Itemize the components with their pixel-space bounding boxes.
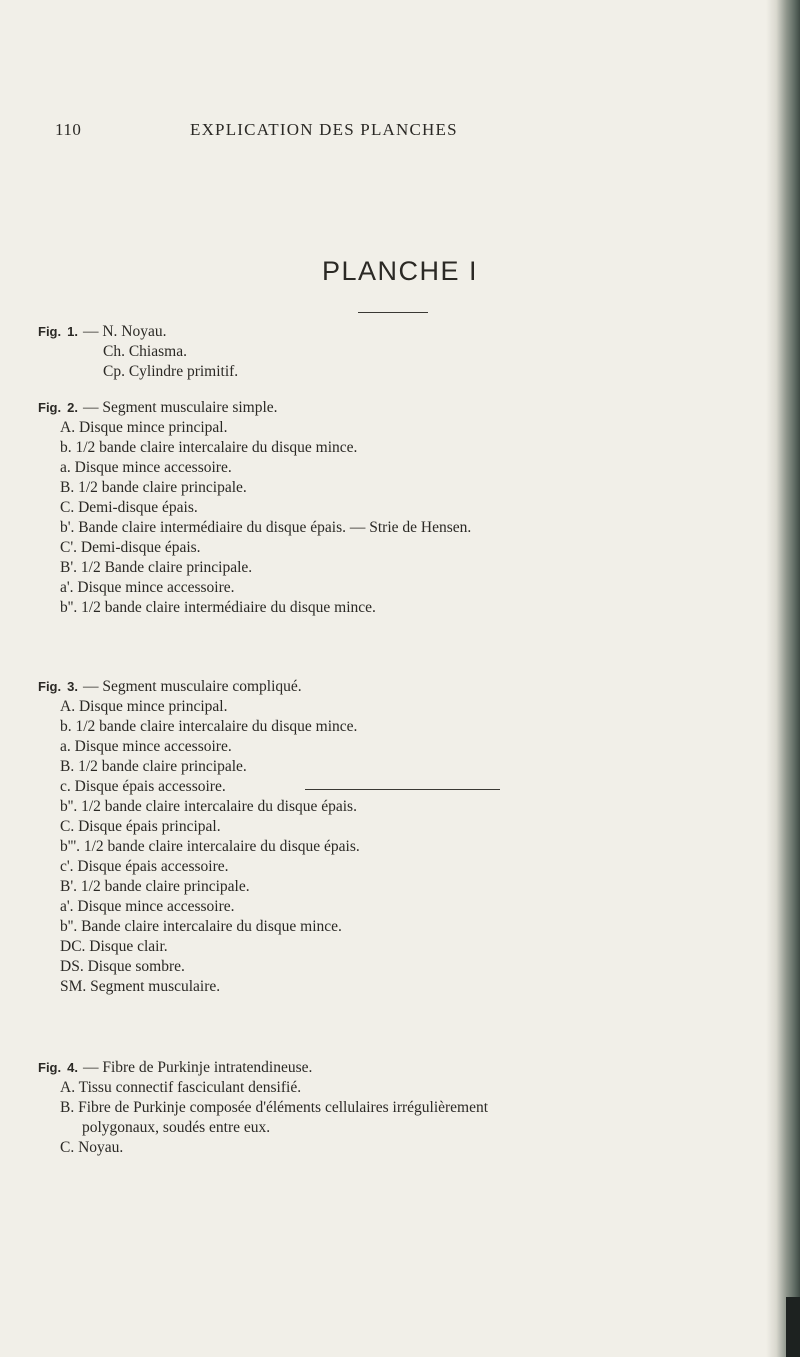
figure-heading-text: — N. Noyau. <box>82 323 167 340</box>
closing-rule <box>305 789 500 790</box>
figure-tag: Fig. <box>38 324 62 339</box>
legend-item: b''. 1/2 bande claire intercalaire du disque épais. <box>60 798 357 815</box>
legend-item: C. Noyau. <box>60 1139 124 1156</box>
figure-heading-text: — Segment musculaire compliqué. <box>82 678 302 695</box>
figure-tag: Fig. <box>38 1060 62 1075</box>
figure-heading-text: — Segment musculaire simple. <box>82 399 278 416</box>
legend-item: b'. Bande claire intermédiaire du disque épais. — Strie de Hensen. <box>60 519 472 536</box>
legend-item: A. Tissu connectif fasciculant densifié. <box>60 1079 302 1096</box>
legend-item: A. Disque mince principal. <box>60 698 228 715</box>
legend-item: a'. Disque mince accessoire. <box>60 579 235 596</box>
figure-heading <box>38 398 278 418</box>
figure-heading-text: — Fibre de Purkinje intratendineuse. <box>82 1059 313 1076</box>
figure-number: 1. <box>67 324 78 339</box>
page-number: 110 <box>55 120 82 139</box>
figure-heading <box>38 1058 312 1078</box>
legend-item: a'. Disque mince accessoire. <box>60 898 235 915</box>
legend-item: a. Disque mince accessoire. <box>60 459 232 476</box>
legend-item: c. Disque épais accessoire. <box>60 778 226 795</box>
legend-item: B'. 1/2 Bande claire principale. <box>60 559 253 576</box>
running-head <box>0 120 800 142</box>
legend-item: A. Disque mince principal. <box>60 419 228 436</box>
figure-number: 2. <box>67 400 78 415</box>
legend-item: b. 1/2 bande claire intercalaire du disque mince. <box>60 718 358 735</box>
figure-number: 3. <box>67 679 78 694</box>
legend-item: SM. Segment musculaire. <box>60 978 221 995</box>
page-corner-shadow <box>786 1297 800 1357</box>
figure-tag: Fig. <box>38 400 62 415</box>
title-rule <box>358 312 428 313</box>
legend-item: C. Demi-disque épais. <box>60 499 198 516</box>
running-head-title: EXPLICATION DES PLANCHES <box>190 120 458 139</box>
legend-item: DC. Disque clair. <box>60 938 168 955</box>
legend-item: polygonaux, soudés entre eux. <box>82 1119 271 1136</box>
legend-item: C'. Demi-disque épais. <box>60 539 201 556</box>
legend-item: C. Disque épais principal. <box>60 818 221 835</box>
legend-item: B. 1/2 bande claire principale. <box>60 758 247 775</box>
legend-item: b'''. 1/2 bande claire intercalaire du disque épais. <box>60 838 360 855</box>
figure-heading <box>38 677 302 697</box>
legend-item: b''. Bande claire intercalaire du disque mince. <box>60 918 342 935</box>
legend-item: B'. 1/2 bande claire principale. <box>60 878 250 895</box>
legend-item: b. 1/2 bande claire intercalaire du disque mince. <box>60 439 358 456</box>
legend-item: B. 1/2 bande claire principale. <box>60 479 247 496</box>
plate-title: PLANCHE I <box>321 256 479 286</box>
legend-item: b''. 1/2 bande claire intermédiaire du disque mince. <box>60 599 376 616</box>
legend-item: DS. Disque sombre. <box>60 958 185 975</box>
legend-item: Cp. Cylindre primitif. <box>103 363 239 380</box>
figure-heading <box>38 322 166 342</box>
legend-item: c'. Disque épais accessoire. <box>60 858 229 875</box>
legend-item: Ch. Chiasma. <box>103 343 187 360</box>
figure-number: 4. <box>67 1060 78 1075</box>
page-edge-shadow <box>766 0 800 1357</box>
figure-tag: Fig. <box>38 679 62 694</box>
legend-item: a. Disque mince accessoire. <box>60 738 232 755</box>
legend-item: B. Fibre de Purkinje composée d'éléments cellulaires irrégulièrement <box>60 1099 489 1116</box>
